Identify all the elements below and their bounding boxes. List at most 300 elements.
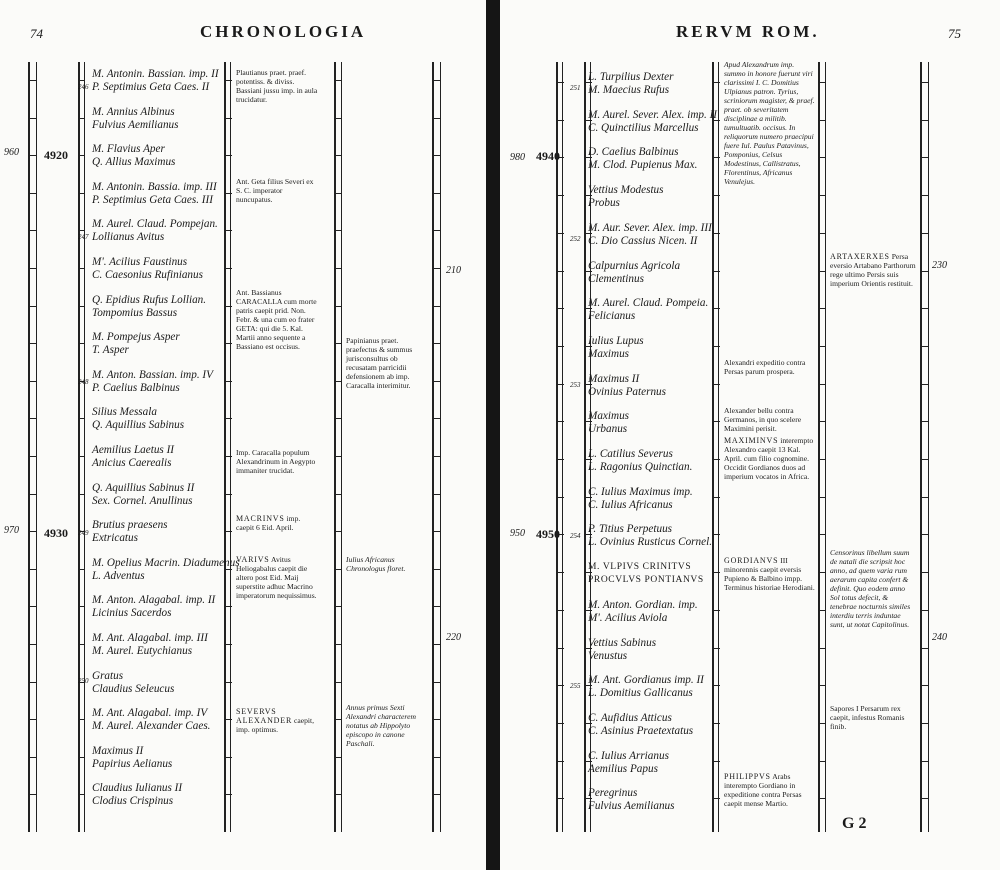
consul-name: M. Pompejus Asper [92, 331, 180, 344]
rule [432, 62, 434, 832]
consul-entry [588, 599, 698, 625]
tick [336, 268, 342, 269]
consul-entry [92, 218, 218, 244]
tick [714, 723, 720, 724]
tick [820, 497, 826, 498]
rule [78, 62, 80, 832]
tick [226, 193, 232, 194]
consul-entry [92, 594, 215, 620]
consul-name: M. Annius Albinus [92, 105, 175, 118]
margin-year: 980 [510, 152, 525, 163]
consul-name: P. Septimius Geta Caes. II [92, 81, 210, 93]
tick [30, 155, 36, 156]
consul-name: Urbanus [588, 423, 628, 436]
tick [558, 384, 564, 385]
consul-name: Q. Allius Maximus [92, 156, 176, 169]
side-note: Censorinus libellum suum de natali die scripsit hoc anno, ad quem varia rum aerarum capita confert & definit. Quo eodem anno Sol totus defecit, & tenebrae nocturnis similes interdiu terris induntae sunt, ut notat Capitolinus. [830, 548, 911, 629]
tick [336, 456, 342, 457]
consul-entry [588, 523, 712, 549]
tick [714, 82, 720, 83]
tick [226, 155, 232, 156]
tick [434, 757, 440, 758]
tick [714, 384, 720, 385]
consul-name: Extricatus [92, 532, 138, 545]
tick [922, 534, 928, 535]
consul-entry [588, 750, 669, 776]
left-page [0, 0, 486, 870]
tick [922, 610, 928, 611]
consul-entry [588, 448, 692, 474]
small-number: 246 [78, 83, 89, 91]
tick [714, 497, 720, 498]
tick [30, 569, 36, 570]
tick [434, 193, 440, 194]
consul-name: Maximus [588, 410, 630, 423]
tick [558, 195, 564, 196]
tick [922, 233, 928, 234]
note: Plautianus praet. praef. potentiss. & diviss. Bassiani jussu imp. in aula trucidatur. [236, 68, 318, 104]
tick [30, 306, 36, 307]
rule [920, 62, 922, 832]
consul-name: Silius Messala [92, 406, 157, 419]
tick [820, 346, 826, 347]
consul-name: M. Aurel. Alexander Caes. [92, 720, 211, 733]
tick [714, 308, 720, 309]
tick [336, 155, 342, 156]
tick [434, 80, 440, 81]
small-number: 250 [78, 677, 89, 685]
tick [820, 685, 826, 686]
tick [922, 308, 928, 309]
tick [226, 682, 232, 683]
tick [820, 648, 826, 649]
consul-name: Ovinius Paternus [588, 385, 666, 398]
tick [336, 531, 342, 532]
tick [226, 381, 232, 382]
tick [820, 534, 826, 535]
tick [558, 685, 564, 686]
consul-name: Vettius Modestus [588, 184, 664, 197]
tick [820, 723, 826, 724]
side-note: Sapores I Persarum rex caepit, infestus Romanis finib. [830, 704, 905, 731]
rule [718, 62, 719, 832]
margin-year: 950 [510, 528, 525, 539]
consul-name: L. Domitius Gallicanus [588, 687, 693, 700]
consul-entry [588, 674, 704, 700]
consul-name: Licinius Sacerdos [92, 607, 172, 620]
tick [922, 82, 928, 83]
tick [79, 118, 85, 119]
tick [30, 719, 36, 720]
tick [79, 268, 85, 269]
tick [820, 459, 826, 460]
tick [336, 682, 342, 683]
consul-entry [588, 109, 717, 135]
consul-name: Tompomius Bassus [92, 306, 178, 319]
column-year: 210 [446, 265, 461, 276]
consul-name: M. Aurel. Claud. Pompejan. [92, 218, 218, 231]
tick [30, 682, 36, 683]
consul-entry [92, 68, 219, 94]
tick [30, 118, 36, 119]
tick [922, 157, 928, 158]
consul-name: PROCVLVS PONTIANVS [588, 575, 704, 586]
tick [922, 798, 928, 799]
tick [434, 343, 440, 344]
tick [79, 757, 85, 758]
consul-entry [588, 410, 629, 436]
consul-entry [588, 561, 704, 587]
consul-name: Claudius Seleucus [92, 682, 175, 695]
column-year: 240 [932, 632, 947, 643]
tick [30, 456, 36, 457]
tick [558, 233, 564, 234]
consul-entry [588, 787, 675, 813]
tick [434, 268, 440, 269]
tick [714, 648, 720, 649]
rule [928, 62, 929, 832]
tick [79, 794, 85, 795]
signature-mark: G 2 [842, 815, 867, 832]
tick [226, 118, 232, 119]
margin-year: 960 [4, 147, 19, 158]
consul-name: Q. Aquillius Sabinus II [92, 481, 195, 494]
tick [820, 798, 826, 799]
note: Alexander bellu contra Germanos, in quo scelere Maximini perisit. [724, 406, 802, 433]
rule [818, 62, 820, 832]
consul-name: M'. Acilius Faustinus [92, 256, 188, 268]
tick [558, 497, 564, 498]
tick [434, 230, 440, 231]
tick [558, 120, 564, 121]
era-year: 4950 [536, 527, 560, 541]
small-number: 248 [78, 378, 89, 386]
consul-name: Iulius Lupus [588, 334, 644, 347]
consul-entry [588, 335, 644, 361]
consul-entry [588, 260, 680, 286]
consul-name: Anicius Caerealis [92, 457, 172, 469]
tick [434, 531, 440, 532]
tick [558, 648, 564, 649]
consul-name: Vettius Sabinus [588, 636, 657, 649]
tick [79, 230, 85, 231]
tick [79, 644, 85, 645]
consul-entry [92, 444, 174, 470]
tick [226, 644, 232, 645]
tick [820, 271, 826, 272]
tick [79, 606, 85, 607]
tick [820, 233, 826, 234]
tick [30, 418, 36, 419]
consul-entry [588, 184, 664, 210]
consul-name: Probus [588, 197, 620, 210]
consul-entry [92, 707, 210, 733]
tick [922, 346, 928, 347]
consul-entry [588, 373, 666, 399]
tick [714, 195, 720, 196]
consul-entry [588, 486, 693, 512]
consul-name: Maximus [588, 347, 630, 360]
rule [224, 62, 226, 832]
tick [336, 381, 342, 382]
tick [558, 723, 564, 724]
tick [434, 118, 440, 119]
tick [922, 421, 928, 422]
consul-entry [92, 482, 194, 508]
page-number-left: 74 [30, 26, 43, 41]
tick [226, 268, 232, 269]
note: Alexandri expeditio contra Persas parum prospera. [724, 358, 806, 376]
tick [922, 761, 928, 762]
consul-name: M. Anton. Alagabal. imp. II [92, 594, 216, 607]
tick [79, 569, 85, 570]
tick [714, 157, 720, 158]
tick [30, 531, 36, 532]
consul-name: Clementinus [588, 272, 644, 285]
note: Ant. Bassianus CARACALLA cum morte patris caepit prid. Non. Febr. & una cum eo frater GETA: qui die 5. Kal. Martii anno sequente a Bassiano est occisus. [236, 288, 317, 351]
tick [714, 761, 720, 762]
tick [714, 271, 720, 272]
consul-name: Maximus II [588, 372, 640, 385]
tick [30, 606, 36, 607]
tick [336, 494, 342, 495]
small-number: 252 [570, 235, 581, 243]
tick [30, 193, 36, 194]
consul-name: Peregrinus [588, 787, 638, 800]
consul-name: C. Asinius Praetextatus [588, 724, 694, 737]
consul-entry [92, 745, 172, 771]
consul-name: C. Iulius Arrianus [588, 749, 669, 762]
page-number-right: 75 [948, 26, 961, 41]
tick [336, 230, 342, 231]
tick [226, 306, 232, 307]
column-year: 220 [446, 632, 461, 643]
consul-entry [588, 297, 708, 323]
consul-name: P. Septimius Geta Caes. III [92, 193, 213, 206]
consul-entry [588, 637, 656, 663]
rule [36, 62, 37, 832]
consul-name: L. Catilius Severus [588, 448, 673, 460]
rule [562, 62, 563, 832]
consul-name: C. Iulius Africanus [588, 498, 673, 511]
tick [922, 459, 928, 460]
tick [336, 306, 342, 307]
tick [30, 494, 36, 495]
rule [84, 62, 85, 832]
consul-name: Clodius Crispinus [92, 795, 174, 808]
tick [922, 195, 928, 196]
tick [30, 757, 36, 758]
tick [714, 572, 720, 573]
tick [226, 606, 232, 607]
consul-name: Venustus [588, 649, 628, 662]
consul-name: P. Caelius Balbinus [92, 381, 180, 394]
tick [226, 80, 232, 81]
consul-entry [92, 369, 213, 395]
consul-entry [588, 222, 712, 248]
consul-name: Papirius Aelianus [92, 757, 173, 770]
small-number: 247 [78, 233, 89, 241]
tick [558, 346, 564, 347]
tick [336, 418, 342, 419]
consul-name: Felicianus [588, 310, 636, 323]
tick [558, 271, 564, 272]
side-note: Papinianus praet. praefectus & summus jurisconsultus ob recusatam parricidii defensionem ab imp. Caracalla interimitur. [346, 336, 413, 390]
right-page [500, 0, 1000, 870]
tick [434, 306, 440, 307]
tick [226, 719, 232, 720]
tick [820, 120, 826, 121]
consul-name: M. Antonin. Bassian. imp. II [92, 68, 219, 80]
note: Apud Alexandrum imp. summo in honore fuerunt viri clarissimi I. C. Domitius Ulpianus patron. Tyrius, scriniorum magister, & praef. praet. ob severitatem disciplinae a militib. tumultuatib. occisus. In reliquorum numero praecipui fuere Iul. Paulus Patavinus, Pomponius, Celsus Modestinus, Callistratus, Florentinus, Africanus Venulejus. [724, 60, 815, 186]
tick [714, 459, 720, 460]
rule [341, 62, 342, 832]
tick [336, 118, 342, 119]
tick [79, 719, 85, 720]
tick [434, 644, 440, 645]
consul-name: M. Anton. Bassian. imp. IV [92, 368, 213, 381]
tick [820, 572, 826, 573]
consul-name: C. Aufidius Atticus [588, 711, 672, 724]
consul-name: D. Caelius Balbinus [588, 146, 679, 159]
consul-name: Aemilius Papus [588, 762, 658, 775]
tick [820, 82, 826, 83]
consul-name: Claudius Iulianus II [92, 782, 183, 795]
tick [226, 230, 232, 231]
note: Ant. Geta filius Severi ex S. C. imperator nuncupatus. [236, 177, 314, 204]
consul-entry [588, 71, 673, 97]
consul-entry [92, 331, 180, 357]
tick [79, 418, 85, 419]
rule [584, 62, 586, 832]
rule [230, 62, 231, 832]
consul-name: M. Clod. Pupienus Max. [588, 159, 698, 172]
note: VARIVS Avitus Heliogabalus caepit die altero post Eid. Maij superstite adhuc Macrino imperatorum nequissimus. [236, 555, 317, 600]
consul-name: L. Ragonius Quinctian. [588, 461, 693, 473]
tick [922, 120, 928, 121]
tick [714, 233, 720, 234]
note: MAXIMINVS interempto Alexandro caepit 13 Kal. April. cum filio cognomine. Occidit Gordianos duos ad imperium vocatos in Africa. [724, 436, 814, 481]
tick [434, 794, 440, 795]
tick [30, 230, 36, 231]
tick [558, 308, 564, 309]
tick [336, 193, 342, 194]
tick [820, 761, 826, 762]
consul-entry [92, 557, 240, 583]
rule [712, 62, 714, 832]
tick [226, 343, 232, 344]
note: SEVERVS ALEXANDER caepit, imp. optimus. [236, 707, 315, 734]
tick [336, 794, 342, 795]
tick [558, 761, 564, 762]
era-year: 4930 [44, 526, 68, 540]
tick [30, 268, 36, 269]
consul-entry [92, 519, 168, 545]
tick [79, 155, 85, 156]
tick [434, 418, 440, 419]
consul-name: M. Ant. Alagabal. imp. IV [92, 707, 208, 720]
consul-name: M. Aurel. Sever. Alex. imp. II [588, 108, 718, 121]
side-note: ARTAXERXES Persa eversio Artabano Parthorum rege ultimo Persis suis imperium Orientis restituit. [830, 252, 916, 288]
consul-name: M'. Acilius Aviola [588, 611, 668, 624]
tick [30, 381, 36, 382]
small-number: 251 [570, 84, 581, 92]
tick [434, 456, 440, 457]
tick [336, 606, 342, 607]
side-note: Iulius Africanus Chronologus floret. [346, 555, 406, 573]
tick [558, 421, 564, 422]
tick [226, 757, 232, 758]
rule [334, 62, 336, 832]
tick [434, 155, 440, 156]
consul-name: M. Maecius Rufus [588, 84, 670, 96]
tick [922, 648, 928, 649]
tick [30, 644, 36, 645]
consul-name: C. Caesonius Rufinianus [92, 269, 203, 281]
tick [79, 80, 85, 81]
tick [79, 306, 85, 307]
tick [820, 195, 826, 196]
rule [825, 62, 826, 832]
rule [556, 62, 558, 832]
tick [558, 572, 564, 573]
tick [336, 757, 342, 758]
book-gutter [486, 0, 500, 870]
small-number: 254 [570, 532, 581, 540]
consul-name: L. Ovinius Rusticus Cornel. [588, 536, 712, 549]
consul-name: Aemilius Laetus II [92, 444, 175, 456]
consul-entry [92, 106, 179, 132]
consul-name: C. Dio Cassius Nicen. II [588, 234, 698, 247]
consul-name: L. Adventus [92, 569, 145, 582]
tick [820, 384, 826, 385]
tick [434, 719, 440, 720]
tick [226, 494, 232, 495]
consul-entry [92, 294, 206, 320]
consul-name: L. Turpilius Dexter [588, 71, 674, 83]
tick [226, 794, 232, 795]
tick [714, 610, 720, 611]
consul-name: Fulvius Aemilianus [588, 800, 675, 813]
consul-name: M. Aurel. Claud. Pompeia. [588, 297, 709, 310]
tick [30, 80, 36, 81]
tick [922, 572, 928, 573]
tick [226, 418, 232, 419]
tick [820, 610, 826, 611]
consul-name: Maximus II [92, 744, 144, 757]
column-year: 230 [932, 260, 947, 271]
tick [226, 531, 232, 532]
margin-year: 970 [4, 525, 19, 536]
tick [820, 421, 826, 422]
tick [226, 456, 232, 457]
tick [714, 534, 720, 535]
consul-entry [92, 143, 175, 169]
tick [30, 794, 36, 795]
tick [434, 569, 440, 570]
running-head-left: CHRONOLOGIA [200, 22, 367, 41]
running-head-right: RERVM ROM. [676, 22, 820, 41]
tick [434, 381, 440, 382]
tick [336, 569, 342, 570]
side-note: Annus primus Sexti Alexandri characterem notatus ab Hippolyto episcopo in canone Paschali. [346, 703, 416, 748]
consul-name: C. Iulius Maximus imp. [588, 485, 693, 498]
tick [79, 343, 85, 344]
consul-entry [92, 782, 182, 808]
consul-name: M. Aurel. Eutychianus [92, 645, 193, 657]
tick [558, 82, 564, 83]
tick [336, 644, 342, 645]
